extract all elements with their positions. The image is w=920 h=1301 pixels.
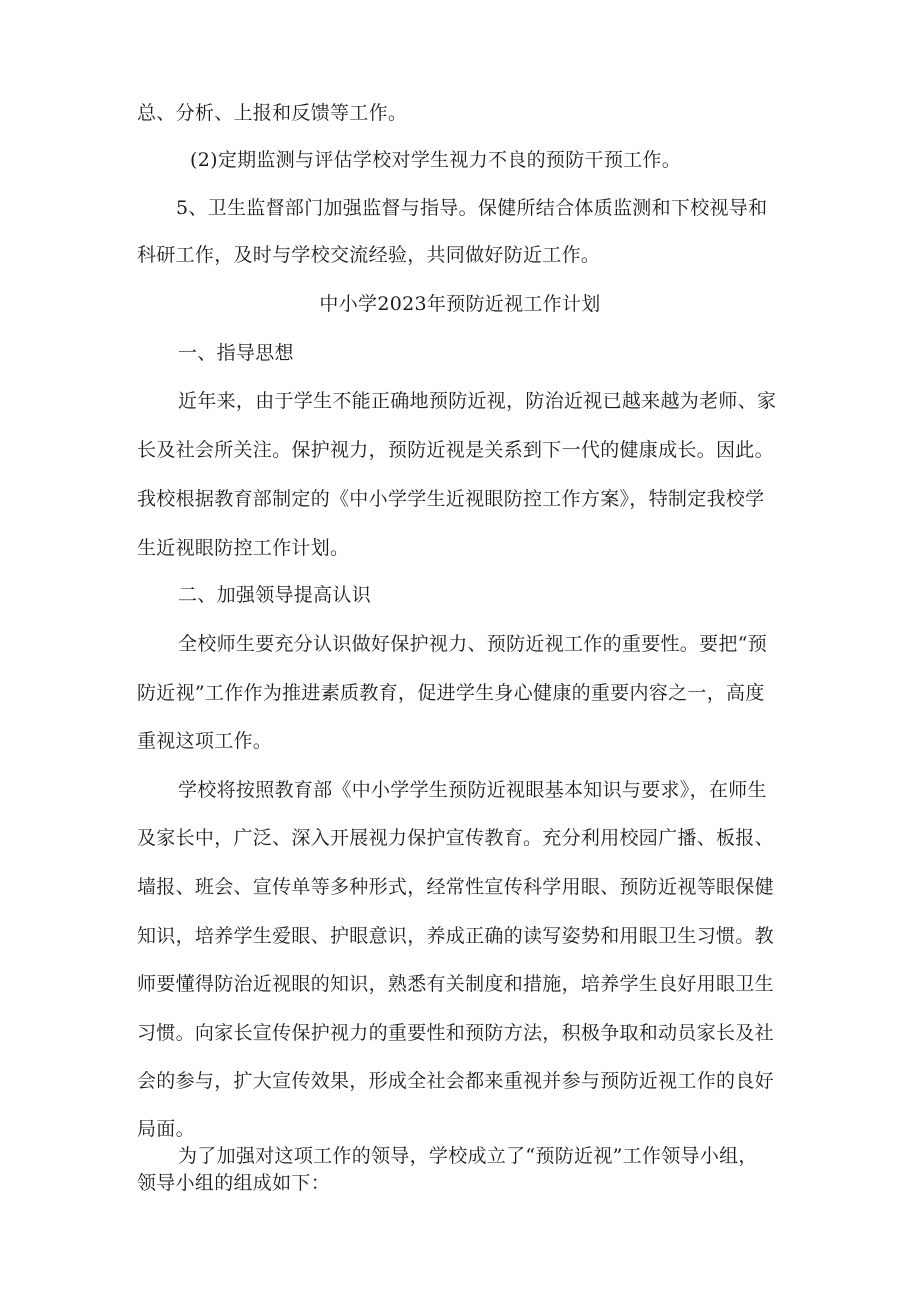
paragraph-line: 学校将按照教育部《中小学学生预防近视眼基本知识与要求》，在师生 [178,779,767,801]
paragraph-line: 全校师生要充分认识做好保护视力、预防近视工作的重要性。要把“预 [178,633,768,655]
paragraph-line: 生近视眼防控工作计划。 [137,537,350,559]
paragraph-line: 习惯。向家长宣传保护视力的重要性和预防方法，积极争取和动员家长及社 [137,1022,774,1044]
paragraph-line: (2)定期监测与评估学校对学生视力不良的预防干预工作。 [190,149,682,171]
section-heading: 一、指导思想 [178,342,294,364]
paragraph-line: 总、分析、上报和反馈等工作。 [137,102,408,124]
paragraph-line: 局面。 [137,1118,195,1140]
paragraph-line: 师要懂得防治近视眼的知识，熟悉有关制度和措施，培养学生良好用眼卫生 [137,973,774,995]
paragraph-line: 及家长中，广泛、深入开展视力保护宣传教育。充分利用校园广播、板报、 [137,827,774,849]
section-heading: 二、加强领导提高认识 [178,584,372,606]
paragraph-line: 近年来，由于学生不能正确地预防近视，防治近视已越来越为老师、家 [178,390,777,412]
paragraph-line: 重视这项工作。 [137,730,273,752]
paragraph-line: 墙报、班会、宣传单等多种形式，经常性宣传科学用眼、预防近视等眼保健 [137,876,774,898]
paragraph-line: 5、卫生监督部门加强监督与指导。保健所结合体质监测和下校视导和 [176,197,768,219]
paragraph-line: 知识，培养学生爱眼、护眼意识，养成正确的读写姿势和用眼卫生习惯。教 [137,925,774,947]
paragraph-line: 防近视”工作作为推进素质教育，促进学生身心健康的重要内容之一，高度 [137,682,765,704]
paragraph-line: 领导小组的组成如下： [137,1172,331,1194]
document-title: 中小学2023年预防近视工作计划 [319,293,601,315]
paragraph-line: 为了加强对这项工作的领导，学校成立了“预防近视”工作领导小组， [178,1145,758,1167]
paragraph-line: 长及社会所关注。保护视力，预防近视是关系到下一代的健康成长。因此。 [137,439,774,461]
paragraph-line: 我校根据教育部制定的《中小学学生近视眼防控工作方案》，特制定我校学 [137,488,765,510]
paragraph-line: 科研工作，及时与学校交流经验，共同做好防近工作。 [137,244,601,266]
paragraph-line: 会的参与，扩大宣传效果，形成全社会都来重视并参与预防近视工作的良好 [137,1070,774,1092]
